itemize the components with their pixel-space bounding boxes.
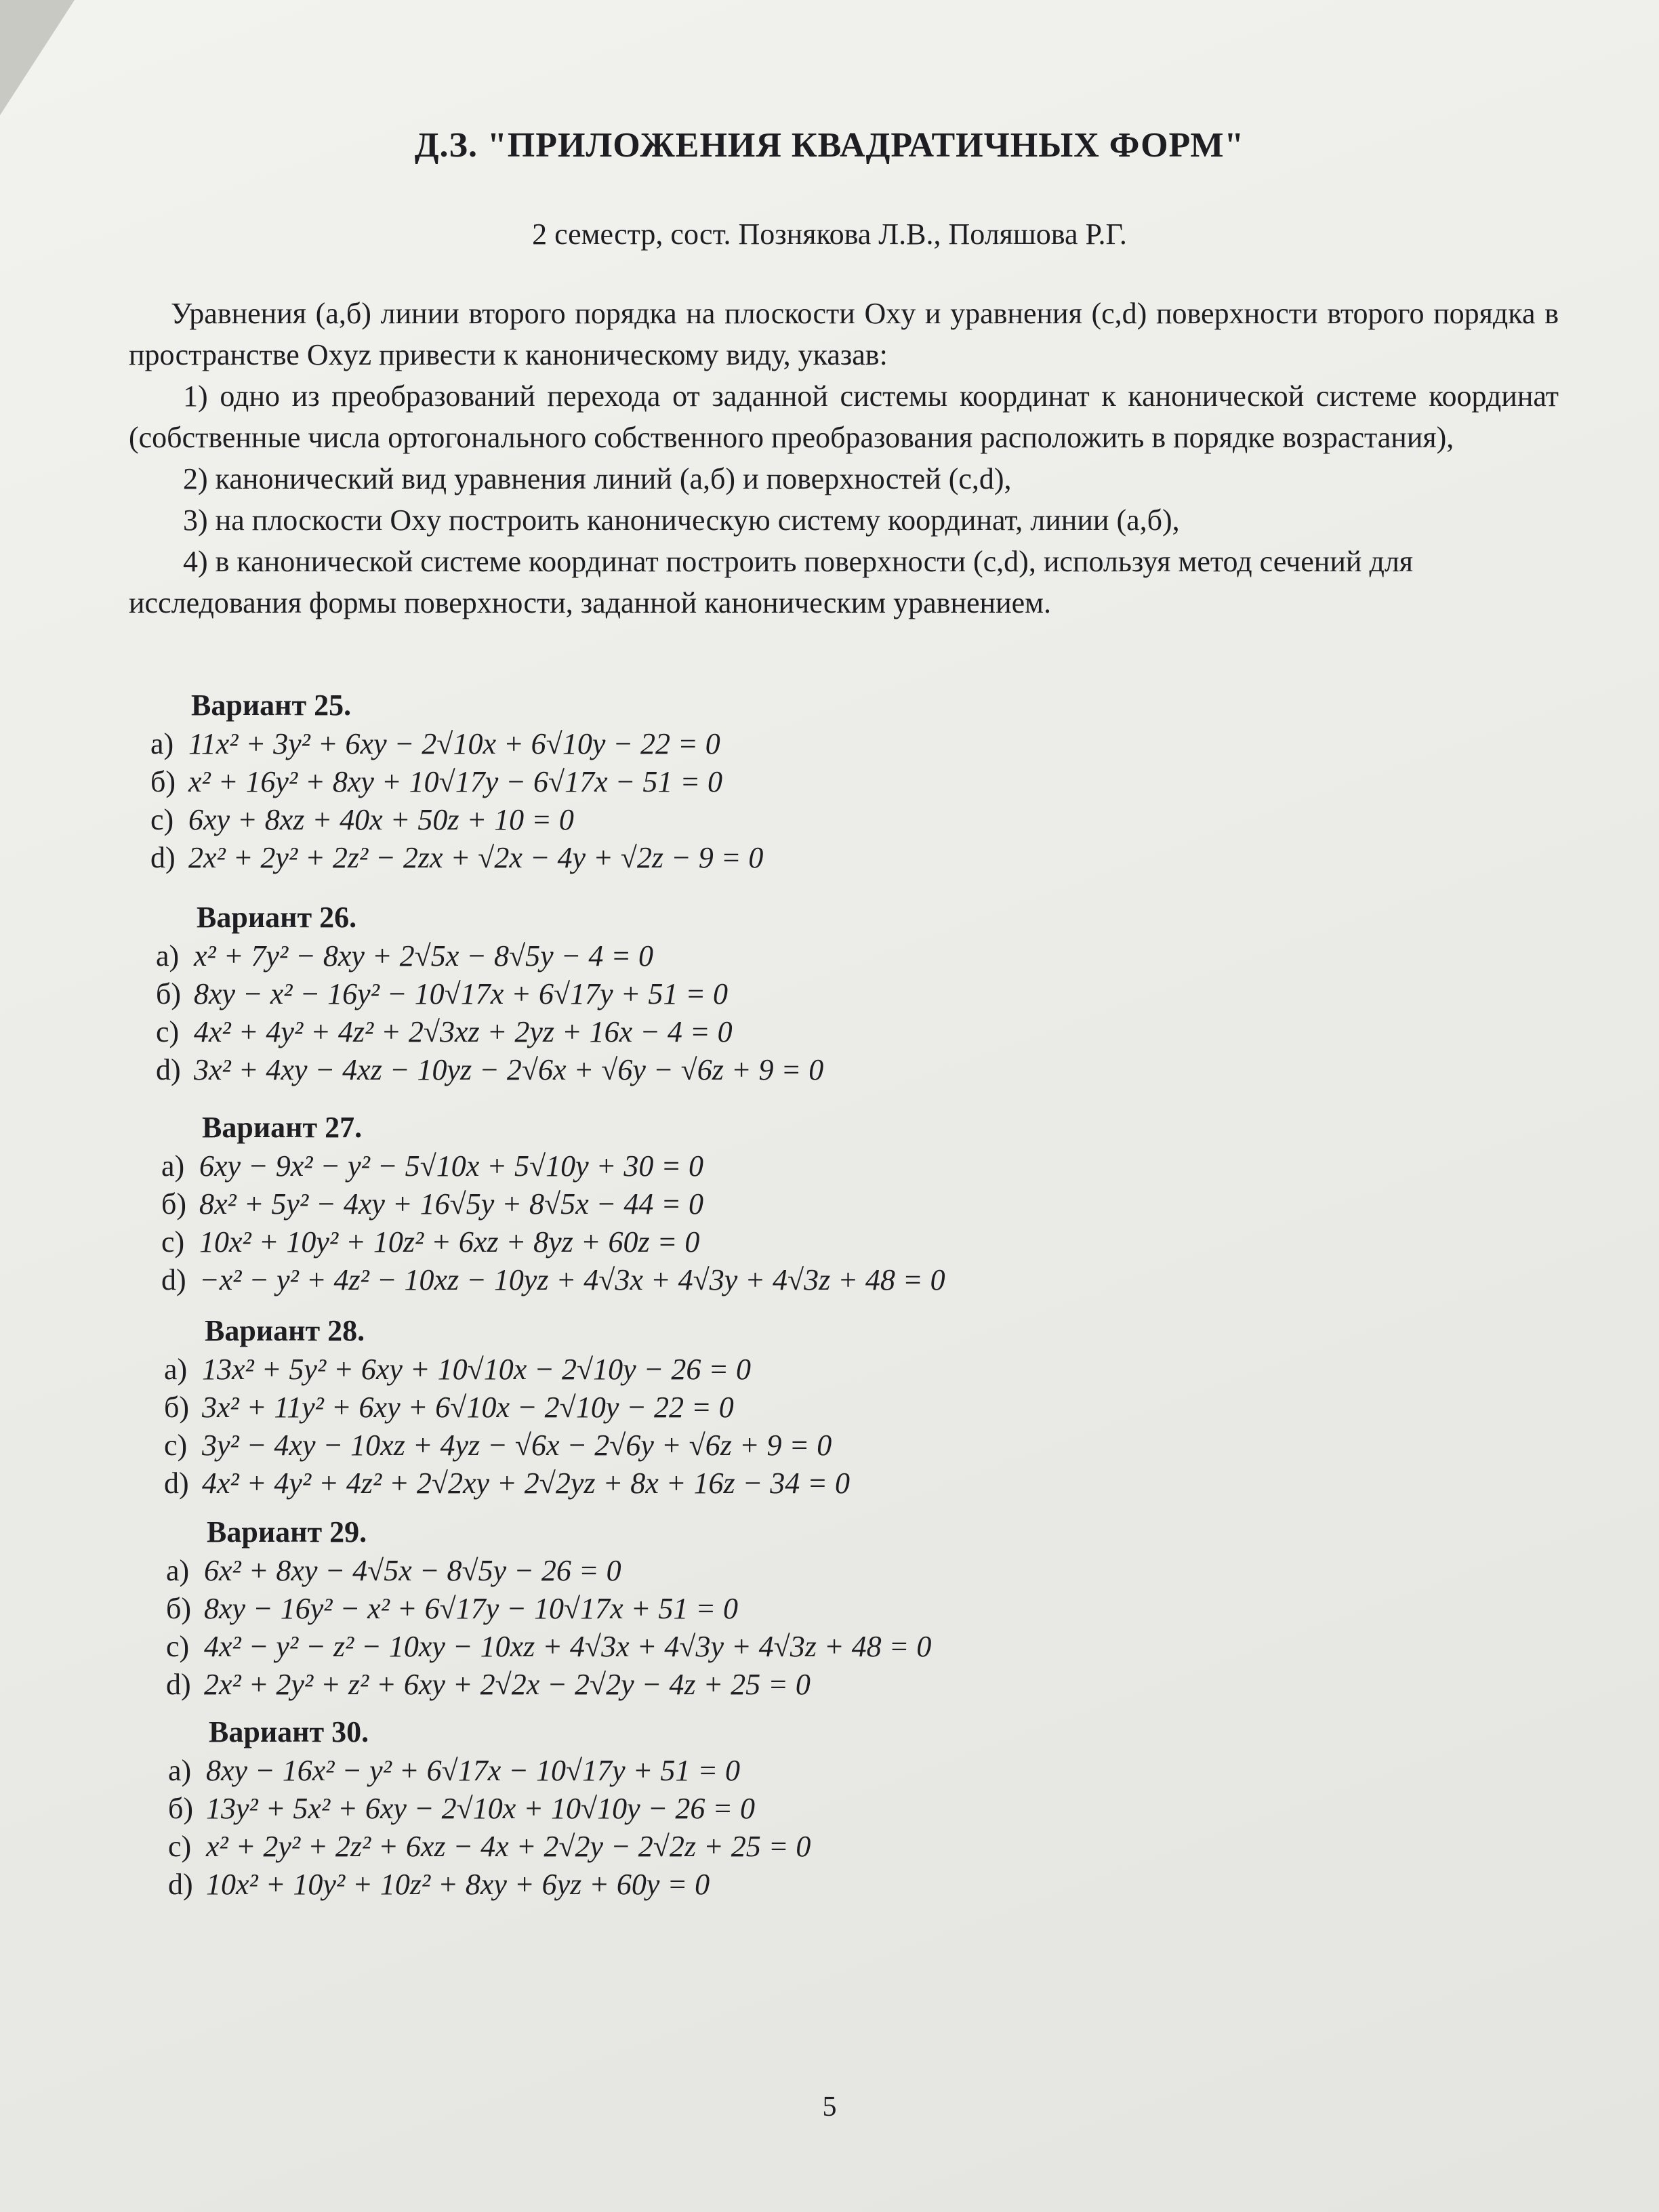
equation-text: 4x² + 4y² + 4z² + 2√3xz + 2yz + 16x − 4 = 0	[194, 1015, 733, 1048]
equation-c	[166, 1628, 931, 1666]
equation-text: 4x² + 4y² + 4z² + 2√2xy + 2√2yz + 8x + 16z − 34 = 0	[202, 1467, 850, 1500]
equation-label: c)	[168, 1830, 192, 1863]
variant-title: Вариант 26.	[197, 901, 357, 934]
equation-c	[164, 1427, 850, 1465]
equation-label: d)	[161, 1263, 186, 1296]
equation-label: б)	[166, 1592, 192, 1625]
variant-title: Вариант 30.	[209, 1715, 369, 1748]
equation-label: c)	[156, 1015, 180, 1048]
equation-text: 13y² + 5x² + 6xy − 2√10x + 10√10y − 26 = 0	[206, 1792, 756, 1825]
equation-a	[164, 1351, 850, 1389]
instruction-item-4: 4) в канонической системе координат построить поверхности (c,d), используя метод сечений для исследования формы поверхности, заданной каноническим уравнением.	[129, 545, 1414, 619]
folded-corner	[0, 0, 75, 115]
equation-a	[166, 1552, 931, 1590]
equation-label: d)	[164, 1467, 189, 1500]
equation-text: 8xy − x² − 16y² − 10√17x + 6√17y + 51 = 0	[194, 977, 729, 1010]
equation-text: 2x² + 2y² + 2z² − 2zx + √2x − 4y + √2z − 9 = 0	[188, 841, 764, 874]
equation-label: б)	[161, 1187, 187, 1221]
equation-c	[150, 801, 763, 839]
equation-label: d)	[168, 1868, 193, 1901]
equation-text: 8xy − 16x² − y² + 6√17x − 10√17y + 51 = 0	[206, 1754, 741, 1787]
equation-text: 13x² + 5y² + 6xy + 10√10x − 2√10y − 26 = 0	[202, 1353, 752, 1386]
variant-29	[166, 1513, 931, 1704]
equation-b	[156, 975, 823, 1013]
equation-label: a)	[156, 939, 180, 972]
equation-d	[168, 1866, 811, 1904]
equation-a	[168, 1752, 811, 1790]
variant-title: Вариант 28.	[205, 1314, 365, 1347]
equation-label: d)	[156, 1053, 181, 1086]
equation-b	[161, 1185, 945, 1223]
equation-label: c)	[161, 1225, 185, 1258]
equation-d	[156, 1051, 823, 1089]
equation-label: d)	[150, 841, 176, 874]
equation-label: d)	[166, 1668, 191, 1701]
equation-b	[168, 1790, 811, 1828]
equation-label: c)	[150, 803, 174, 836]
equation-text: 10x² + 10y² + 10z² + 8xy + 6yz + 60y = 0	[206, 1868, 710, 1901]
equation-text: 8x² + 5y² − 4xy + 16√5y + 8√5x − 44 = 0	[199, 1187, 704, 1221]
equation-text: 4x² − y² − z² − 10xy − 10xz + 4√3x + 4√3y + 4√3z + 48 = 0	[204, 1630, 932, 1663]
variant-26	[156, 898, 823, 1089]
equation-text: 3x² + 4xy − 4xz − 10yz − 2√6x + √6y − √6z + 9 = 0	[194, 1053, 824, 1086]
equation-a	[150, 725, 763, 763]
equation-a	[156, 937, 823, 975]
equation-label: a)	[168, 1754, 192, 1787]
instructions-paragraph: Уравнения (а,б) линии второго порядка на плоскости Oxy и уравнения (c,d) поверхности второго порядка в пространстве Oxyz привести к каноническому виду, указав:	[129, 297, 1559, 371]
equation-text: x² + 16y² + 8xy + 10√17y − 6√17x − 51 = 0	[188, 765, 723, 798]
equation-text: 2x² + 2y² + z² + 6xy + 2√2x − 2√2y − 4z + 25 = 0	[204, 1668, 811, 1701]
equation-a	[161, 1147, 945, 1185]
variant-title: Вариант 27.	[202, 1111, 363, 1144]
instruction-item-1: 1) одно из преобразований перехода от заданной системы координат к канонической системе координат (собственные числа ортогонального собственного преобразования расположить в порядке возрастания),	[129, 380, 1559, 454]
equation-text: x² + 7y² − 8xy + 2√5x − 8√5y − 4 = 0	[194, 939, 654, 972]
equation-label: б)	[164, 1391, 190, 1424]
equation-text: −x² − y² + 4z² − 10xz − 10yz + 4√3x + 4√3y + 4√3z + 48 = 0	[199, 1263, 945, 1296]
equation-c	[168, 1828, 811, 1866]
variant-27	[161, 1108, 945, 1299]
equation-d	[161, 1261, 945, 1299]
equation-label: б)	[168, 1792, 194, 1825]
page-title: Д.З. "ПРИЛОЖЕНИЯ КВАДРАТИЧНЫХ ФОРМ"	[414, 126, 1245, 165]
equation-text: 3x² + 11y² + 6xy + 6√10x − 2√10y − 22 = 0	[202, 1391, 734, 1424]
equation-text: 6x² + 8xy − 4√5x − 8√5y − 26 = 0	[204, 1554, 621, 1587]
variant-25	[150, 686, 763, 877]
equation-text: 10x² + 10y² + 10z² + 6xz + 8yz + 60z = 0	[199, 1225, 700, 1258]
equation-c	[156, 1013, 823, 1051]
equation-text: 11x² + 3y² + 6xy − 2√10x + 6√10y − 22 = 0	[188, 727, 720, 760]
equation-label: a)	[150, 727, 174, 760]
equation-d	[150, 839, 763, 877]
variant-28	[164, 1311, 850, 1502]
equation-text: 6xy + 8xz + 40x + 50z + 10 = 0	[188, 803, 574, 836]
instruction-item-3: 3) на плоскости Oxy построить каноническую систему координат, линии (а,б),	[183, 504, 1180, 537]
equation-label: c)	[164, 1429, 188, 1462]
equation-text: x² + 2y² + 2z² + 6xz − 4x + 2√2y − 2√2z + 25 = 0	[206, 1830, 811, 1863]
equation-label: a)	[166, 1554, 190, 1587]
equation-d	[166, 1666, 931, 1704]
equation-c	[161, 1223, 945, 1261]
equation-label: c)	[166, 1630, 190, 1663]
equation-text: 3y² − 4xy − 10xz + 4yz − √6x − 2√6y + √6z + 9 = 0	[202, 1429, 832, 1462]
equation-b	[164, 1389, 850, 1427]
equation-d	[164, 1465, 850, 1502]
equation-b	[150, 763, 763, 801]
equation-label: б)	[150, 765, 176, 798]
equation-label: a)	[161, 1149, 185, 1183]
equation-label: б)	[156, 977, 182, 1010]
equation-label: a)	[164, 1353, 188, 1386]
variant-title: Вариант 29.	[207, 1515, 367, 1549]
equation-text: 6xy − 9x² − y² − 5√10x + 5√10y + 30 = 0	[199, 1149, 704, 1183]
equation-b	[166, 1590, 931, 1628]
page-number: 5	[822, 2091, 837, 2123]
variant-30	[168, 1713, 811, 1904]
variant-title: Вариант 25.	[191, 689, 352, 722]
page-subtitle: 2 семестр, сост. Познякова Л.В., Поляшова Р.Г.	[532, 218, 1127, 251]
equation-text: 8xy − 16y² − x² + 6√17y − 10√17x + 51 = 0	[204, 1592, 739, 1625]
instruction-item-2: 2) канонический вид уравнения линий (а,б) и поверхностей (c,d),	[183, 462, 1012, 495]
instructions	[129, 293, 1559, 623]
